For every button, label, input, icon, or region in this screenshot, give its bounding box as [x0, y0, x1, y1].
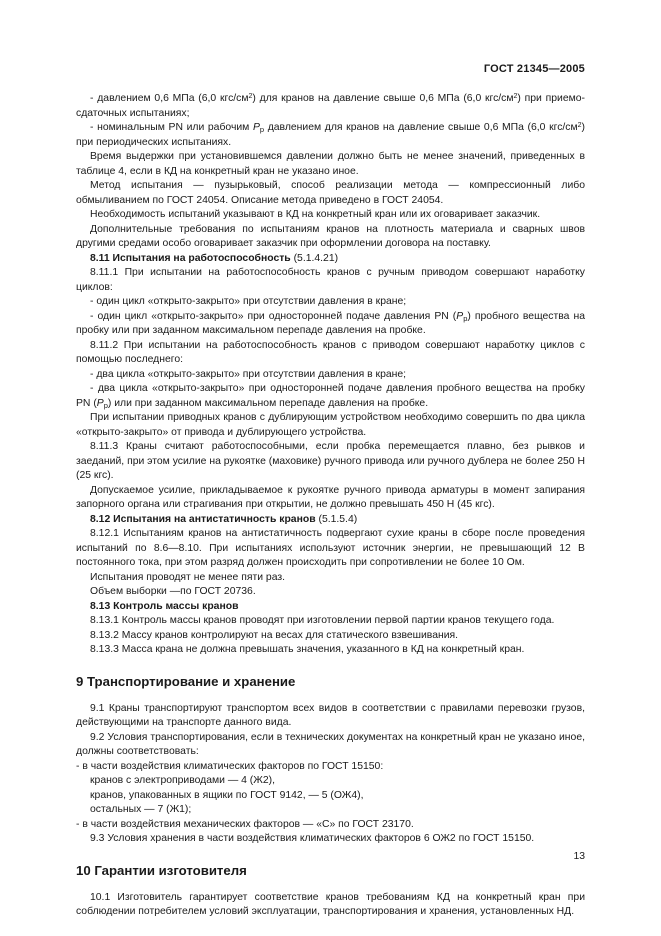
paragraph: 8.11.3 Краны считают работоспособными, если пробка перемещается плавно, без рывков и заеданий, при этом усилие на рукоятке (маховике) ручного привода или ручного дублера не более 250 Н (25 кгс).	[76, 441, 585, 481]
spacer	[76, 690, 585, 702]
paragraph: - номинальным PN или рабочим $P_р$ давлением для кранов на давление свыше 0,6 МПа (6,0 кгс/$см^2$) при периодических испытаниях.	[76, 122, 585, 148]
paragraph: 9.2 Условия транспортирования, если в технических документах на конкретный кран не указано иное, должны соответствовать:	[76, 731, 585, 757]
paragraph: 8.13.1 Контроль массы кранов проводят при изготовлении первой партии кранов текущего года.	[90, 615, 555, 626]
paragraph: Метод испытания — пузырьковый, способ реализации метода — компрессионный либо обмыливанием по ГОСТ 24054. Описание метода приведено в ГОСТ 24054.	[76, 180, 585, 206]
list-item: кранов, упакованных в ящики по ГОСТ 9142, — 5 (ОЖ4),	[90, 789, 364, 801]
paragraph: 8.11.2 При испытании на работоспособность кранов с приводом совершают наработку циклов с помощью последнего:	[76, 339, 585, 365]
page-body	[76, 92, 585, 920]
subsection-heading-8-11: 8.11 Испытания на работоспособность (5.1.4.21)	[90, 252, 339, 264]
list-item: - в части воздействия климатических факторов по ГОСТ 15150:	[76, 760, 384, 772]
list-item: - два цикла «открыто-закрыто» при односторонней подаче давления пробного вещества на пробку PN $(P_р)$ или при заданном максимальном перепаде давления на пробке.	[76, 383, 585, 410]
paragraph: 8.13.3 Масса крана не должна превышать значения, указанного в КД на конкретный кран.	[90, 644, 525, 655]
list-item: - один цикл «открыто-закрыто» при отсутствии давления в кране;	[90, 296, 407, 307]
paragraph: При испытании приводных кранов с дублирующим устройством необходимо совершить по два цикла «открыто-закрыто» от привода и дублирующего устройства.	[76, 412, 585, 438]
paragraph: Время выдержки при установившемся давлении должно быть не менее значений, приведенных в таблице 4, если в КД на конкретный кран не указано иное.	[76, 151, 585, 177]
list-item: - один цикл «открыто-закрыто» при односторонней подаче давления PN $(P_р)$ пробного вещества на пробку или при заданном максимальном перепаде давления на пробке.	[76, 310, 585, 336]
list-item: остальных — 7 (Ж1);	[90, 804, 192, 815]
page-number: 13	[573, 851, 585, 862]
list-item: кранов с электроприводами — 4 (Ж2),	[90, 775, 275, 786]
paragraph: 8.11.1 При испытании на работоспособность кранов с ручным приводом совершают наработку циклов:	[76, 267, 585, 293]
spacer	[76, 879, 585, 891]
spacer	[76, 658, 585, 673]
paragraph: Допускаемое усилие, прикладываемое к рукоятке ручного привода арматуры в момент запирания запорного органа или страгивания при открытии, не должно превышать 450 Н (45 кгс).	[76, 484, 585, 510]
section-heading-10: 10 Гарантии изготовителя	[76, 862, 247, 878]
paragraph: Необходимость испытаний указывают в КД на конкретный кран или их оговаривает заказчик.	[90, 209, 541, 220]
list-item: - в части воздействия механических факторов — «С» по ГОСТ 23170.	[76, 818, 414, 830]
paragraph: Дополнительные требования по испытаниям кранов на плотность материала и сварных швов другими средами особо оговаривает заказчик при оформлении договора на поставку.	[76, 223, 585, 249]
paragraph: 8.12.1 Испытаниям кранов на антистатичность подвергают сухие краны в сборе после проведения испытаний по 8.6—8.10. При испытаниях используют источник энергии, не превышающий 12 В постоянного тока, при этом разряд должен происходить при сопротивлении не более 10 Ом.	[76, 528, 585, 568]
paragraph: - давлением 0,6 МПа (6,0 кгс/$см^2$) для кранов на давление свыше 0,6 МПа (6,0 кгс/$см^2$) при приемо-сдаточных испытаниях;	[76, 93, 585, 119]
subsection-heading-8-13: 8.13 Контроль массы кранов	[90, 600, 239, 612]
paragraph: 9.1 Краны транспортируют транспортом всех видов в соответствии с правилами перевозки грузов, действующими на транспорте данного вида.	[76, 702, 585, 728]
paragraph: 8.13.2 Массу кранов контролируют на весах для статического взвешивания.	[90, 629, 459, 641]
section-heading-9: 9 Транспортирование и хранение	[76, 673, 296, 689]
subsection-heading-8-12: 8.12 Испытания на антистатичность кранов (5.1.5.4)	[90, 513, 358, 525]
paragraph: 9.3 Условия хранения в части воздействия климатических факторов 6 ОЖ2 по ГОСТ 15150.	[90, 833, 535, 844]
paragraph: Объем выборки —по ГОСТ 20736.	[90, 586, 256, 597]
document-code: ГОСТ 21345—2005	[483, 63, 585, 75]
paragraph: 10.1 Изготовитель гарантирует соответствие кранов требованиям КД на конкретный кран при соблюдении потребителем условий эксплуатации, транспортирования и хранения, установленных НД.	[76, 891, 585, 917]
paragraph: Испытания проводят не менее пяти раз.	[90, 571, 286, 583]
list-item: - два цикла «открыто-закрыто» при отсутствии давления в кране;	[90, 368, 407, 380]
